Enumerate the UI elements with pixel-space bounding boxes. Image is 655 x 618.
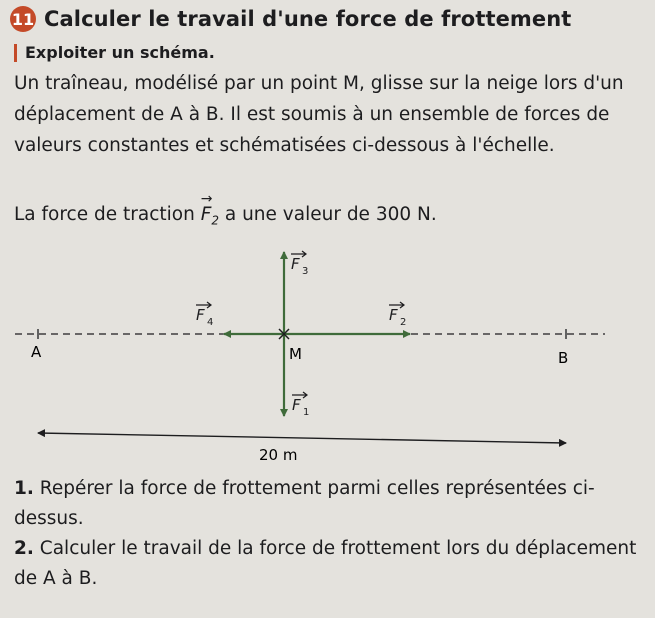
vector-f4-letter: F: [196, 306, 205, 324]
point-b-label: B: [558, 349, 569, 367]
vector-f3-letter: F: [291, 255, 300, 273]
vector-f4-index: 4: [207, 317, 214, 328]
vector-f2-label: [389, 302, 406, 328]
vector-f2-letter: F: [389, 306, 398, 324]
question-1: [14, 474, 644, 534]
vector-letter: F: [200, 204, 212, 225]
point-a-label: A: [31, 343, 42, 361]
point-m-label: M: [289, 345, 302, 363]
skill-marker: [14, 44, 17, 62]
exercise-header: [10, 6, 571, 32]
question-1-text: Repérer la force de frottement parmi celles représentées ci-dessus.: [14, 478, 595, 529]
exercise-subtitle: Exploiter un schéma.: [25, 43, 215, 62]
vector-f1-label: [292, 392, 309, 418]
force-diagram: [0, 238, 655, 468]
vector-f3-index: 3: [302, 266, 309, 277]
vector-f3-label: [291, 251, 308, 277]
exercise-title: Calculer le travail d'une force de frottement: [44, 7, 572, 31]
question-2: [14, 534, 644, 594]
exercise-skill: [14, 43, 215, 62]
traction-sentence: [14, 199, 644, 237]
vector-f1-letter: F: [292, 396, 301, 414]
vector-f1-index: 1: [303, 407, 310, 418]
vector-f2-index: 2: [400, 317, 407, 328]
vector-f4-label: [196, 302, 213, 328]
question-1-number: 1.: [14, 478, 34, 499]
traction-prefix: La force de traction: [14, 204, 201, 225]
question-2-text: Calculer le travail de la force de frottement lors du déplacement de A à B.: [14, 538, 637, 589]
exercise-statement: Un traîneau, modélisé par un point M, glisse sur la neige lors d'un déplacement de A à B. Il est soumis à un ensemble de forces de valeurs constantes et schématisées ci-dessous à l'échelle.: [14, 73, 624, 156]
vector-f2-inline: [201, 199, 219, 237]
scale-distance-label: 20 m: [259, 446, 298, 464]
exercise-number-badge: 11: [10, 6, 36, 32]
vector-index: 2: [211, 213, 219, 228]
question-2-number: 2.: [14, 538, 34, 559]
traction-suffix: a une valeur de 300 N.: [218, 204, 437, 225]
scale-arrow: [38, 433, 566, 443]
